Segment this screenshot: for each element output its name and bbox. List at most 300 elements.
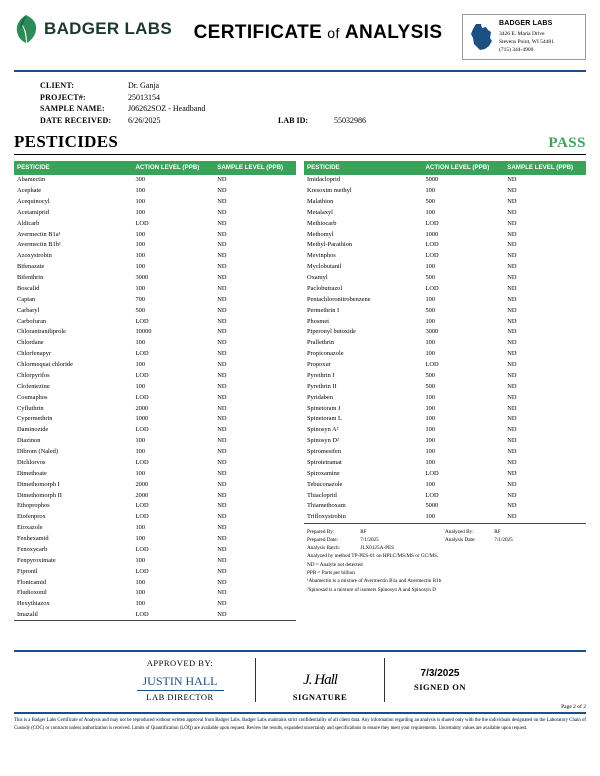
table-row [304, 392, 586, 403]
cell-action-level: 500 [425, 274, 436, 282]
table-row [14, 446, 296, 457]
cell-sample-level: ND [507, 328, 517, 336]
cell-pesticide: Pyrethrin II [307, 382, 337, 390]
pesticide-tables [0, 161, 600, 621]
cell-action-level: 100 [135, 197, 146, 205]
cell-action-level: LOD [135, 350, 149, 358]
cell-pesticide: Spiroxamine [307, 469, 340, 477]
table-row [14, 555, 296, 566]
table-row [304, 229, 586, 240]
cell-pesticide: Propoxur [307, 361, 331, 369]
sample-name-value: J06262SOZ - Headband [128, 104, 206, 114]
cell-action-level: LOD [135, 513, 149, 521]
table-row [14, 305, 296, 316]
cell-action-level: LOD [425, 241, 439, 249]
lab-address-2: Stevens Point, WI 54481 [499, 39, 554, 46]
page-number: Page 2 of 2 [561, 704, 586, 711]
col-pesticide: PESTICIDE [304, 161, 422, 174]
cell-sample-level: ND [507, 469, 517, 477]
cell-sample-level: ND [507, 426, 517, 434]
cell-pesticide: Pyridaben [307, 393, 333, 401]
table-row [304, 436, 586, 447]
cell-pesticide: Spinetoram L [307, 415, 342, 423]
cell-sample-level: ND [217, 513, 227, 521]
signed-on-col [385, 658, 495, 702]
cell-sample-level: ND [217, 284, 227, 292]
cell-pesticide: Daminozide [17, 426, 49, 434]
cell-sample-level: ND [507, 187, 517, 195]
table-row [304, 349, 586, 360]
cell-sample-level: ND [507, 219, 517, 227]
cell-action-level: LOD [135, 371, 149, 379]
cell-sample-level: ND [217, 328, 227, 336]
cell-pesticide: Acequinocyl [17, 197, 50, 205]
table-row [14, 338, 296, 349]
cell-action-level: 100 [425, 415, 436, 423]
table-row [304, 251, 586, 262]
cell-pesticide: Carbofuran [17, 317, 47, 325]
table-row [14, 414, 296, 425]
cell-pesticide: Trifloxystrobin [304, 512, 422, 523]
table-row [304, 414, 586, 425]
cell-sample-level: ND [217, 404, 227, 412]
cell-sample-level: ND [507, 448, 517, 456]
table-row [304, 218, 586, 229]
cell-sample-level: ND [507, 502, 517, 510]
cell-sample-level: ND [217, 241, 227, 249]
client-label: CLIENT: [40, 81, 75, 91]
cell-sample-level: ND [217, 306, 227, 314]
table-row [304, 403, 586, 414]
cell-pesticide: Spirotetramat [307, 458, 342, 466]
cell-action-level: 2000 [135, 480, 149, 488]
table-row [14, 436, 296, 447]
section-divider [14, 154, 586, 155]
cell-sample-level: ND [217, 545, 227, 553]
cell-pesticide: Cyfluthrin [17, 404, 44, 412]
cell-pesticide: Fenpyroximate [17, 556, 56, 564]
cell-sample-level: ND [217, 197, 227, 205]
table-row [304, 207, 586, 218]
cell-sample-level: ND [217, 448, 227, 456]
cell-pesticide: Hexythiazox [17, 600, 50, 608]
cell-pesticide: Dimethomorph I [17, 480, 60, 488]
cell-sample-level: ND [217, 556, 227, 564]
cell-pesticide: Clofentezine [17, 382, 50, 390]
table-row [14, 533, 296, 544]
pesticide-table-right [304, 161, 586, 523]
cell-sample-level: ND [217, 187, 227, 195]
table-row [304, 446, 586, 457]
cell-action-level: 500 [135, 306, 146, 314]
cell-pesticide: Chlormequat chloride [17, 361, 73, 369]
cell-pesticide: Flonicamid [17, 578, 47, 586]
table-row [14, 501, 296, 512]
analysis-batch-label: Analysis Batch: [307, 545, 340, 552]
brand-logo [14, 14, 174, 44]
cell-pesticide: Diazinon [17, 437, 41, 445]
cell-sample-level: ND [217, 578, 227, 586]
cell-action-level: 100 [135, 469, 146, 477]
cell-sample-level: ND [507, 295, 517, 303]
cell-action-level: 1000 [135, 415, 149, 423]
signature-block [0, 650, 600, 732]
cell-action-level: LOD [425, 361, 439, 369]
analyzed-by-value: RF [494, 528, 501, 535]
table-row [304, 425, 586, 436]
cell-action-level: LOD [135, 317, 149, 325]
cell-action-level: 100 [135, 578, 146, 586]
cell-sample-level: ND [217, 415, 227, 423]
cell-sample-level: ND [507, 263, 517, 271]
cell-sample-level: ND [507, 241, 517, 249]
cell-pesticide: Dibrom (Naled) [17, 448, 58, 456]
cell-action-level: 500 [425, 382, 436, 390]
table-row [14, 544, 296, 555]
table-row [14, 468, 296, 479]
cell-pesticide: Dichlorvos [17, 458, 46, 466]
section-title: PESTICIDES [14, 132, 119, 152]
cell-sample-level: ND [217, 437, 227, 445]
table-row [14, 251, 296, 262]
table-row [14, 175, 296, 186]
table-row [304, 262, 586, 273]
footnote-spinosad: ²Spinosad is a mixture of isomers Spinosyn A and Spinosyn D [307, 586, 436, 593]
cell-pesticide: Methiocarb [307, 219, 337, 227]
cell-action-level: 700 [135, 295, 146, 303]
table-row [14, 196, 296, 207]
cell-action-level: 100 [425, 393, 436, 401]
table-row [304, 479, 586, 490]
table-row [14, 294, 296, 305]
table-row [304, 359, 586, 370]
date-received-value: 6/26/2025 [128, 115, 161, 125]
table-row [14, 425, 296, 436]
title-of: of [327, 25, 340, 41]
cell-pesticide: Spiromesifen [307, 448, 342, 456]
cell-sample-level: ND [507, 230, 517, 238]
table-row [14, 577, 296, 588]
cell-pesticide: Tebuconazole [307, 480, 343, 488]
signature-caption: SIGNATURE [292, 692, 348, 703]
lab-name: BADGER LABS [499, 20, 553, 27]
table-row [304, 381, 586, 392]
info-row [40, 92, 586, 104]
col-pesticide: PESTICIDE [14, 161, 132, 174]
project-value: 25013154 [128, 92, 160, 102]
table-row [14, 207, 296, 218]
table-row [304, 316, 586, 327]
cell-sample-level: ND [507, 480, 517, 488]
cell-pesticide: Methyl-Parathion [307, 241, 353, 249]
cell-action-level: LOD [135, 567, 149, 575]
table-row [304, 338, 586, 349]
client-info [0, 72, 600, 126]
method-note: Analyzed by method TP-PES-01 on HPLC/MS/MS or GC/MS. [307, 553, 439, 560]
cell-sample-level: ND [217, 480, 227, 488]
cell-action-level: 300 [135, 176, 146, 184]
cell-action-level: LOD [135, 426, 149, 434]
cell-pesticide: Etofenprox [17, 513, 46, 521]
cell-sample-level: ND [217, 230, 227, 238]
cell-sample-level: ND [504, 512, 586, 523]
cell-pesticide: Coumaphos [17, 393, 48, 401]
cell-sample-level: ND [507, 208, 517, 216]
cell-pesticide: Spinosyn A² [307, 426, 339, 434]
client-value: Dr. Ganja [128, 81, 160, 91]
page-header [0, 0, 600, 60]
col-action-level: ACTION LEVEL (PPB) [422, 161, 504, 174]
prepared-by-row [307, 528, 445, 536]
footnote-abamectin: ¹Abamectin is a mixture of Avermectin B1a and Avermectin B1b [307, 578, 442, 585]
cell-pesticide: Prallethrin [307, 339, 334, 347]
table-header-row [304, 161, 586, 174]
signed-on-date: 7/3/2025 [420, 668, 460, 680]
cell-pesticide: Kresoxim methyl [307, 187, 352, 195]
date-received-label: DATE RECEIVED: [40, 115, 112, 125]
table-row [304, 501, 586, 512]
prepared-date-value: 7/1/2025 [360, 536, 379, 543]
table-row [14, 599, 296, 610]
table-row [304, 185, 586, 196]
cell-action-level: 100 [425, 295, 436, 303]
cell-action-level: 100 [135, 263, 146, 271]
table-row [14, 349, 296, 360]
cell-action-level: 100 [425, 458, 436, 466]
cell-action-level: LOD [425, 491, 439, 499]
prepared-date-label: Prepared Date: [307, 536, 338, 543]
cell-pesticide: Dimethoate [17, 469, 47, 477]
signature-mark: J. Hall [303, 672, 337, 689]
table-row [14, 381, 296, 392]
cell-pesticide: Methomyl [307, 230, 334, 238]
table-row [14, 229, 296, 240]
cell-sample-level: ND [217, 371, 227, 379]
signature-col [255, 658, 385, 702]
cell-sample-level: ND [507, 317, 517, 325]
cell-pesticide: Abamectin [17, 176, 46, 184]
table-row [14, 403, 296, 414]
info-row [40, 115, 586, 127]
cell-sample-level: ND [507, 437, 517, 445]
cell-sample-level: ND [507, 284, 517, 292]
cell-action-level: 100 [135, 252, 146, 260]
table-row [14, 359, 296, 370]
cell-action-level: LOD [425, 469, 439, 477]
table-row [304, 327, 586, 338]
cell-sample-level: ND [507, 306, 517, 314]
cell-sample-level: ND [217, 502, 227, 510]
cell-sample-level: ND [217, 589, 227, 597]
table-row [14, 370, 296, 381]
cell-pesticide: Chlorfenapyr [17, 350, 52, 358]
cell-action-level: LOD [135, 219, 149, 227]
col-sample-level: SAMPLE LEVEL (PPB) [214, 161, 296, 174]
cell-action-level: 100 [425, 480, 436, 488]
table-row [304, 283, 586, 294]
pesticide-table-left [14, 161, 296, 621]
col-sample-level: SAMPLE LEVEL (PPB) [504, 161, 586, 174]
cell-pesticide: Malathion [307, 197, 334, 205]
table-row [14, 327, 296, 338]
analysis-batch-value: JLX0125A-PES [360, 545, 395, 552]
analysis-batch-row [307, 544, 583, 552]
cell-action-level: LOD [425, 219, 439, 227]
cell-action-level: 100 [135, 382, 146, 390]
cell-action-level: 100 [135, 230, 146, 238]
cell-pesticide: Cypermethrin [17, 415, 53, 423]
nd-note: ND = Analyte not detected [307, 561, 363, 568]
cell-pesticide: Myclobutanil [307, 263, 342, 271]
cell-action-level: 100 [135, 208, 146, 216]
cell-action-level: 1000 [425, 230, 439, 238]
table-row [14, 218, 296, 229]
cell-action-level: LOD [425, 284, 439, 292]
title-certificate: CERTIFICATE [193, 22, 323, 43]
cell-pesticide: Fenhexamid [17, 535, 49, 543]
table-row [14, 479, 296, 490]
cell-action-level: 100 [425, 404, 436, 412]
cell-sample-level: ND [217, 176, 227, 184]
table-row [14, 283, 296, 294]
analysis-date-row [445, 536, 583, 544]
cell-sample-level: ND [217, 339, 227, 347]
analysis-date-value: 7/1/2025 [494, 536, 513, 543]
cell-pesticide: Spinetoram J [307, 404, 341, 412]
table-row [304, 272, 586, 283]
cell-pesticide: Thiamethoxam [307, 502, 346, 510]
cell-action-level: 100 [425, 426, 436, 434]
cell-action-level: 5000 [425, 176, 439, 184]
pesticide-table-right-col [304, 161, 586, 621]
cell-pesticide: Propiconazole [307, 350, 344, 358]
cell-pesticide: Mevinphos [307, 252, 336, 260]
cell-action-level: LOD [425, 252, 439, 260]
cell-sample-level: ND [217, 469, 227, 477]
cell-sample-level: ND [507, 361, 517, 369]
cell-pesticide: Azoxystrobin [17, 252, 52, 260]
cell-sample-level: ND [217, 317, 227, 325]
cell-action-level: 10000 [135, 328, 152, 336]
cell-action-level: 100 [425, 448, 436, 456]
cell-action-level: 3000 [135, 274, 149, 282]
cell-action-level: LOD [135, 458, 149, 466]
table-row [14, 457, 296, 468]
cell-pesticide: Pentachloronitrobenzene [307, 295, 371, 303]
cell-pesticide: Avermectin B1b¹ [17, 241, 61, 249]
table-row [304, 175, 586, 186]
cell-pesticide: Acetamiprid [17, 208, 49, 216]
analyzed-by-label: Analyzed By: [445, 528, 474, 535]
cell-sample-level: ND [507, 415, 517, 423]
cell-action-level: 100 [135, 600, 146, 608]
analysis-date-label: Analysis Date: [445, 536, 476, 543]
cell-action-level: 100 [425, 339, 436, 347]
table-row [14, 240, 296, 251]
wisconsin-state-icon [467, 19, 497, 55]
table-row [14, 610, 296, 621]
cell-action-level: 100 [425, 350, 436, 358]
info-row [40, 80, 586, 92]
cell-action-level: 100 [135, 556, 146, 564]
cell-sample-level: ND [507, 371, 517, 379]
cell-action-level: 100 [135, 187, 146, 195]
cell-action-level: 100 [135, 589, 146, 597]
cell-action-level: 500 [425, 306, 436, 314]
table-row [304, 370, 586, 381]
cell-pesticide: Ethoprophos [17, 502, 50, 510]
cell-action-level: 2000 [135, 404, 149, 412]
cell-pesticide: Fludioxonil [17, 589, 47, 597]
cell-sample-level: ND [217, 263, 227, 271]
approver-title: LAB DIRECTOR [146, 692, 214, 703]
table-row [304, 512, 586, 523]
analysis-metadata [304, 524, 586, 595]
cell-action-level: 100 [422, 512, 504, 523]
cell-pesticide: Imidacloprid [307, 176, 341, 184]
cell-pesticide: Carbaryl [17, 306, 40, 314]
cell-action-level: 500 [425, 371, 436, 379]
approved-by-col [105, 658, 255, 702]
footer-disclaimer: This is a Badger Labs Certificate of Analysis and may not be reproduced without written approval from Badger Labs. Badger Labs maintains strict confidentiality of all client data. Any information regarding an analysis is shared only with the the individuals designated on the Laboratory Chain of Custody (COC) or contracts unless authorization is received. Limits of Quantification (LOQ) are available upon request. Review the results, expanded uncertainty and specifications to ensure they meet your requirements. Uncertainty values are available upon request. [14, 718, 586, 731]
table-row [304, 305, 586, 316]
cell-pesticide: Aldicarb [17, 219, 40, 227]
cell-sample-level: ND [507, 176, 517, 184]
table-row [14, 185, 296, 196]
project-label: PROJECT#: [40, 92, 86, 102]
ppb-note: PPB = Parts per billion [307, 570, 355, 577]
table-header-row [14, 161, 296, 174]
table-row [304, 490, 586, 501]
cell-action-level: 100 [425, 187, 436, 195]
lab-id-value: 55032986 [334, 115, 366, 125]
cell-pesticide: Thiacloprid [307, 491, 337, 499]
cell-sample-level: ND [507, 393, 517, 401]
table-row [14, 272, 296, 283]
cell-sample-level: ND [217, 361, 227, 369]
signed-on-caption: SIGNED ON [414, 682, 466, 693]
table-row [14, 392, 296, 403]
cell-sample-level: ND [507, 458, 517, 466]
lab-id-label: LAB ID: [278, 115, 309, 125]
cell-action-level: LOD [135, 393, 149, 401]
prepared-by-value: RF [360, 528, 367, 535]
cell-pesticide: Spinosyn D² [307, 437, 339, 445]
cell-sample-level: ND [217, 567, 227, 575]
cell-sample-level: ND [217, 426, 227, 434]
cell-pesticide: Captan [17, 295, 36, 303]
prepared-by-label: Prepared By: [307, 528, 335, 535]
table-row [14, 588, 296, 599]
cell-pesticide: Pyrethrin I [307, 371, 335, 379]
approved-by-label: APPROVED BY: [146, 658, 214, 669]
cell-pesticide: Chlorpyrifos [17, 371, 50, 379]
table-row [14, 566, 296, 577]
prepared-date-row [307, 536, 445, 544]
table-row [14, 523, 296, 534]
cell-pesticide: Bifenazate [17, 263, 45, 271]
table-row [14, 262, 296, 273]
cell-sample-level: ND [507, 252, 517, 260]
cell-pesticide: Piperonyl butoxide [307, 328, 356, 336]
cell-sample-level: ND [507, 382, 517, 390]
table-row [14, 316, 296, 327]
cell-sample-level: ND [217, 350, 227, 358]
title-analysis: ANALYSIS [344, 22, 443, 43]
table-row [304, 468, 586, 479]
table-row [304, 457, 586, 468]
lab-address-1: 3426 E. Maria Drive [499, 31, 545, 38]
